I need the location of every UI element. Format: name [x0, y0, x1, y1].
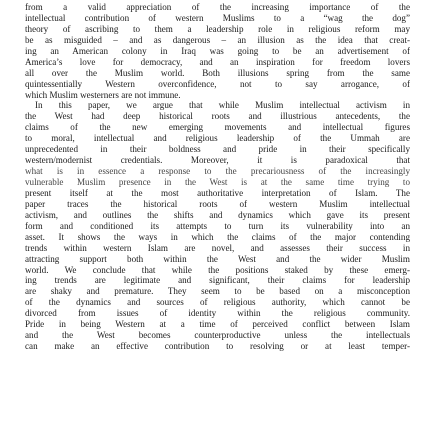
text-line: to moral, intellectual and religious leadership of the Ummah are	[25, 133, 410, 144]
text-line: the West had deep historical roots and illustrious antecedents, the	[25, 111, 410, 122]
text-line: trends within western Islam are novel, and assesses their success in	[25, 242, 410, 253]
text-line: quintessentially Western overconfidence, not to say arrogance, of	[25, 78, 410, 89]
text-line: asset. It shows the ways in which the claims of the major contending	[25, 231, 410, 242]
text-line: are shaky and premature. They seem to be based on a misconception	[25, 286, 410, 297]
text-line: world. We conclude that while the positions staked by these emerg-	[25, 264, 410, 275]
paragraph-1	[25, 2, 410, 100]
text-line: from a valid appreciation of the increasing importance of the	[25, 2, 410, 12]
text-line: what is in essence a response to the precariousness of the increasingly	[25, 166, 410, 177]
text-line: intellectual contribution of western Muslims to a “wag the dog”	[25, 12, 410, 23]
text-line: activism, and outlines the shifts and dynamics which gave its present	[25, 209, 410, 220]
text-line: claims of the new emerging movements and intellectual figures	[25, 122, 410, 133]
paragraph-2	[25, 100, 410, 352]
text-line: attracting support both within the West and the wider Muslim	[25, 253, 410, 264]
text-line: all over the Muslim world. Both illusions spring from the same	[25, 67, 410, 78]
text-line: form and conditioned its attempts to turn its vulnerability into an	[25, 220, 410, 231]
text-line: ing trends are legitimate and significant, their claims for leadership	[25, 275, 410, 286]
text-line: of the dynamics and sources of religious authority, which cannot be	[25, 297, 410, 308]
text-line: unprecedented in their boldness and pride in their specifically	[25, 144, 410, 155]
text-line: divorced from issues of identity within the religious community.	[25, 308, 410, 319]
text-line: and the West becomes counterproductive unless the intellectuals	[25, 330, 410, 341]
text-line: Pride in being Western at a time of perceived conflict between Islam	[25, 319, 410, 330]
text-line: ing an American colony in Iraq was going to be an advertisement of	[25, 45, 410, 56]
text-line: theory of ascribing to them a leadership role in religious reform may	[25, 23, 410, 34]
text-line: paper traces the historical roots of western Muslim intellectual	[25, 198, 410, 209]
text-line: western/modernist credentials. Moreover, it is paradoxical that	[25, 155, 410, 166]
text-line: be as misguided – and as dangerous – an illusion as the idea that creat-	[25, 34, 410, 45]
text-line: can make an effective contribution to resolving or at least temper-	[25, 341, 410, 352]
text-line: which Muslim westerners are not immune.	[25, 89, 181, 100]
text-line: vulnerable Muslim presence in the West is at the same time trying to	[25, 177, 410, 187]
text-line: In this paper, we argue that while Muslim intellectual activism in	[35, 100, 410, 111]
text-line: present itself at the most authoritative interpretation of Islam. The	[25, 187, 410, 198]
text-line: America’s love for democracy, and an inspiration for freedom lovers	[25, 56, 410, 67]
